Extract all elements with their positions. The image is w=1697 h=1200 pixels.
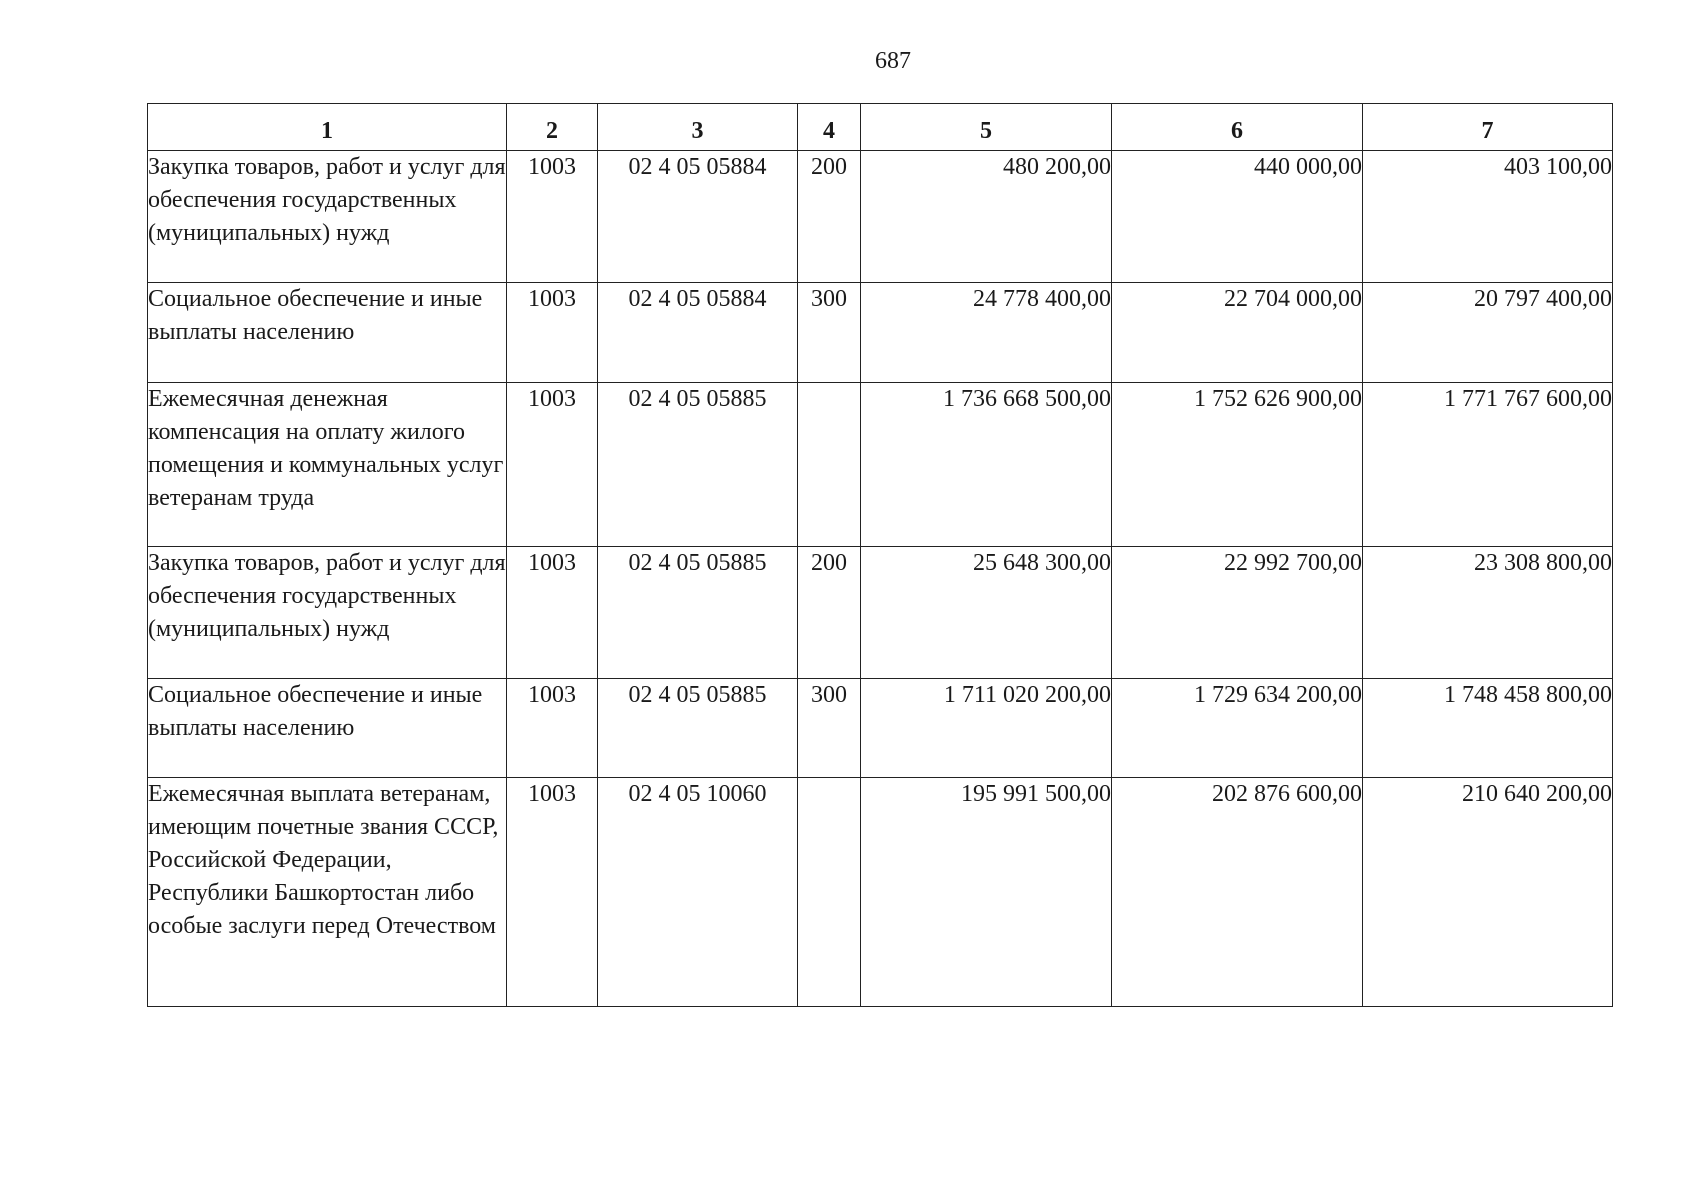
amount-col-7: 23 308 800,00 [1363,547,1613,679]
amount-col-5: 24 778 400,00 [861,283,1112,383]
expense-kind: 200 [798,151,861,283]
amount-col-5: 1 711 020 200,00 [861,679,1112,778]
column-header: 4 [798,104,861,151]
amount-col-7: 210 640 200,00 [1363,778,1613,1007]
section-code: 1003 [507,547,598,679]
amount-col-7: 20 797 400,00 [1363,283,1613,383]
expense-kind: 300 [798,679,861,778]
expense-kind [798,383,861,547]
table-row [148,383,1613,547]
expense-kind: 300 [798,283,861,383]
column-header: 5 [861,104,1112,151]
column-header: 7 [1363,104,1613,151]
target-code: 02 4 05 05884 [598,151,798,283]
row-name: Ежемесячная денежная компенсация на оплату жилого помещения и коммунальных услуг ветеранам труда [148,383,507,547]
target-code: 02 4 05 10060 [598,778,798,1007]
expense-kind: 200 [798,547,861,679]
amount-col-6: 1 752 626 900,00 [1112,383,1363,547]
column-header: 2 [507,104,598,151]
row-name: Социальное обеспечение и иные выплаты населению [148,283,507,383]
amount-col-7: 1 771 767 600,00 [1363,383,1613,547]
page-number: 687 [875,48,911,74]
amount-col-6: 440 000,00 [1112,151,1363,283]
column-header: 1 [148,104,507,151]
row-name: Закупка товаров, работ и услуг для обеспечения государственных (муниципальных) нужд [148,151,507,283]
amount-col-6: 202 876 600,00 [1112,778,1363,1007]
target-code: 02 4 05 05884 [598,283,798,383]
amount-col-5: 480 200,00 [861,151,1112,283]
amount-col-7: 403 100,00 [1363,151,1613,283]
table-row [148,283,1613,383]
column-header: 6 [1112,104,1363,151]
table-row [148,547,1613,679]
table-row [148,778,1613,1007]
section-code: 1003 [507,151,598,283]
target-code: 02 4 05 05885 [598,547,798,679]
amount-col-6: 1 729 634 200,00 [1112,679,1363,778]
section-code: 1003 [507,679,598,778]
amount-col-6: 22 704 000,00 [1112,283,1363,383]
budget-table [147,103,1613,1007]
table-row [148,151,1613,283]
target-code: 02 4 05 05885 [598,383,798,547]
row-name: Социальное обеспечение и иные выплаты населению [148,679,507,778]
expense-kind [798,778,861,1007]
amount-col-6: 22 992 700,00 [1112,547,1363,679]
section-code: 1003 [507,283,598,383]
row-name: Закупка товаров, работ и услуг для обеспечения государственных (муниципальных) нужд [148,547,507,679]
amount-col-7: 1 748 458 800,00 [1363,679,1613,778]
section-code: 1003 [507,383,598,547]
amount-col-5: 1 736 668 500,00 [861,383,1112,547]
column-header: 3 [598,104,798,151]
section-code: 1003 [507,778,598,1007]
amount-col-5: 25 648 300,00 [861,547,1112,679]
row-name: Ежемесячная выплата ветеранам, имеющим почетные звания СССР, Российской Федерации, Республики Башкортостан либо особые заслуги перед Отечеством [148,778,507,1007]
table-row [148,679,1613,778]
header-row [148,104,1613,151]
target-code: 02 4 05 05885 [598,679,798,778]
amount-col-5: 195 991 500,00 [861,778,1112,1007]
